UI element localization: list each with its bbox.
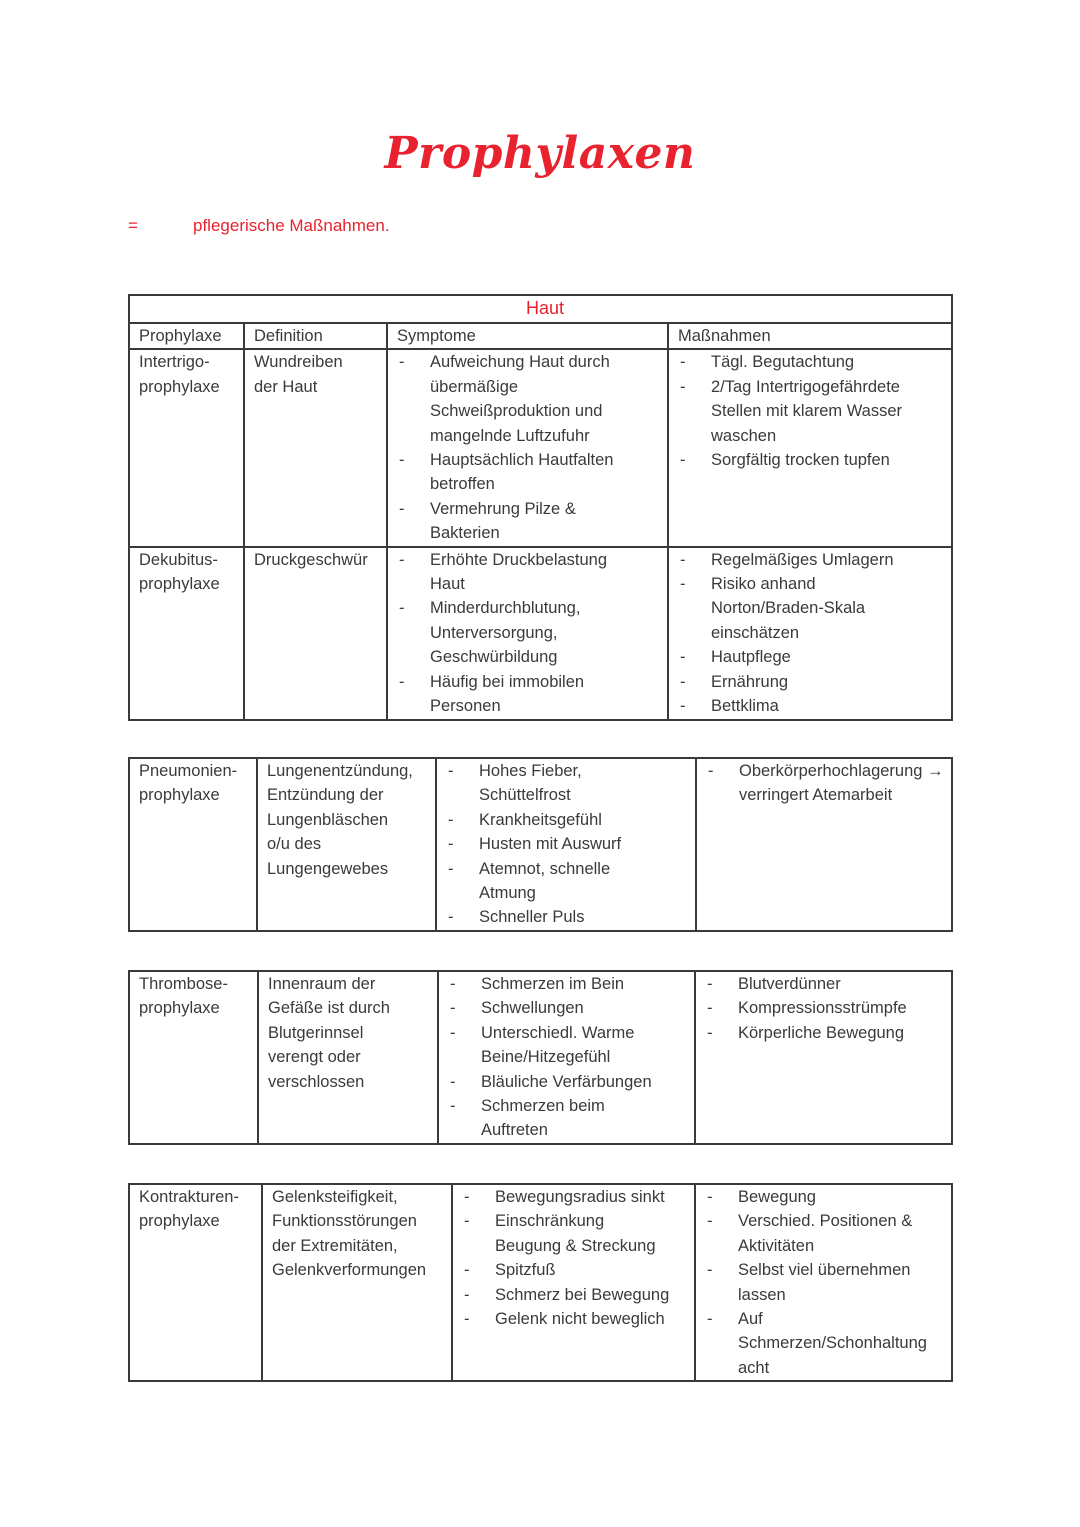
- text-line: der Extremitäten,: [272, 1236, 398, 1255]
- list-item: - Hautpflege: [678, 645, 941, 669]
- header-definition: Definition: [244, 323, 387, 349]
- list-item: - 2/Tag Intertrigogefährdete Stellen mit klarem Wasser waschen: [678, 375, 941, 448]
- table-row: [129, 1184, 952, 1381]
- list-item: - Tägl. Begutachtung: [678, 350, 941, 374]
- list-item: - Häufig bei immobilen Personen: [397, 670, 639, 719]
- text-line: verschlossen: [268, 1072, 365, 1091]
- text-line: o/u des: [267, 835, 322, 854]
- list-item: - Hohes Fieber, Schüttelfrost: [446, 759, 655, 808]
- text-line: Kontrakturen-: [139, 1188, 239, 1206]
- cell-symptome: [438, 971, 695, 1144]
- text-line: Lungenbläschen: [267, 810, 389, 829]
- list-item: - Schmerzen im Bein: [448, 972, 680, 996]
- text-line: Gelenkverformungen: [272, 1261, 427, 1280]
- text-line: Lungengewebes: [267, 859, 389, 878]
- list-item: - Atemnot, schnelle Atmung: [446, 857, 655, 906]
- table-row: [129, 547, 952, 720]
- cell-prophylaxe: [129, 1184, 262, 1381]
- text-line: prophylaxe: [139, 786, 220, 805]
- cell-massnahmen: [696, 758, 952, 931]
- text-line: der Haut: [254, 377, 318, 396]
- cell-massnahmen: [695, 971, 952, 1144]
- text-line: Wundreiben: [254, 353, 343, 372]
- list-item: - Hauptsächlich Hautfalten betroffen: [397, 448, 639, 497]
- cell-symptome: [387, 547, 668, 720]
- list-item: - Aufweichung Haut durch übermäßige Schweißproduktion und mangelnde Luftzufuhr: [397, 350, 639, 448]
- equals-sign: =: [128, 216, 138, 235]
- text-line: Innenraum der: [268, 975, 376, 993]
- table-row: [129, 349, 952, 546]
- list-item: - Auf Schmerzen/Schonhaltung acht: [705, 1307, 945, 1380]
- table-caption: Haut: [129, 295, 952, 323]
- list-item: - Erhöhte Druckbelastung Haut: [397, 548, 639, 597]
- header-symptome: Symptome: [387, 323, 668, 349]
- list-item: - Bewegung: [705, 1185, 945, 1209]
- page-subtitle: pflegerische Maßnahmen.: [193, 216, 390, 235]
- list-item: - Verschied. Positionen & Aktivitäten: [705, 1209, 945, 1258]
- list-item: - Minderdurchblutung, Unterversorgung, Geschwürbildung: [397, 596, 639, 669]
- cell-symptome: [436, 758, 696, 931]
- text-line: prophylaxe: [139, 1212, 220, 1231]
- text-line: Lungenentzündung,: [267, 762, 413, 780]
- page-title: Prophylaxen: [384, 128, 696, 179]
- table-header-row: [129, 323, 952, 349]
- header-prophylaxe: Prophylaxe: [129, 323, 244, 349]
- text-line: Thrombose-: [139, 975, 228, 993]
- thrombose-table: [128, 970, 953, 1145]
- cell-massnahmen: [695, 1184, 952, 1381]
- cell-definition: [258, 971, 438, 1144]
- header-massnahmen: Maßnahmen: [668, 323, 952, 349]
- text-line: prophylaxe: [139, 575, 220, 594]
- list-item: - Blutverdünner: [705, 972, 945, 996]
- list-item: - Unterschiedl. Warme Beine/Hitzegefühl: [448, 1021, 680, 1070]
- text-line: prophylaxe: [139, 377, 220, 396]
- list-item: - Regelmäßiges Umlagern: [678, 548, 941, 572]
- text-line: Entzündung der: [267, 786, 384, 805]
- list-item: - Sorgfältig trocken tupfen: [678, 448, 941, 472]
- cell-definition: [257, 758, 436, 931]
- text-line: Gefäße ist durch: [268, 999, 390, 1018]
- table-row: [129, 971, 952, 1144]
- cell-prophylaxe: [129, 547, 244, 720]
- text-line: Blutgerinnsel: [268, 1023, 364, 1042]
- list-item: - Kompressionsstrümpfe: [705, 996, 945, 1020]
- list-item: - Selbst viel übernehmen lassen: [705, 1258, 945, 1307]
- list-item: - Einschränkung Beugung & Streckung: [462, 1209, 690, 1258]
- text-line: Dekubitus-: [139, 550, 218, 569]
- cell-prophylaxe: [129, 971, 258, 1144]
- cell-definition: [244, 547, 387, 720]
- list-item: - Risiko anhand Norton/Braden-Skala einschätzen: [678, 572, 941, 645]
- list-item: - Gelenk nicht beweglich: [462, 1307, 690, 1331]
- list-item: - Krankheitsgefühl: [446, 808, 655, 832]
- list-item: - Schmerzen beim Auftreten: [448, 1094, 680, 1143]
- cell-symptome: [452, 1184, 695, 1381]
- list-item: - Schmerz bei Bewegung: [462, 1283, 690, 1307]
- kontraktur-table: [128, 1183, 953, 1382]
- text-line: prophylaxe: [139, 999, 220, 1018]
- text-line: Funktionsstörungen: [272, 1212, 417, 1231]
- text-line: Gelenksteifigkeit,: [272, 1188, 398, 1206]
- list-item: - Körperliche Bewegung: [705, 1021, 945, 1045]
- cell-prophylaxe: [129, 349, 244, 546]
- table-row: [129, 758, 952, 931]
- list-item: - Vermehrung Pilze & Bakterien: [397, 497, 639, 546]
- list-item: - Ernährung: [678, 670, 941, 694]
- text-line: Pneumonien-: [139, 762, 238, 780]
- cell-massnahmen: [668, 547, 952, 720]
- text-line: verengt oder: [268, 1048, 361, 1067]
- list-item: - Schwellungen: [448, 996, 680, 1020]
- list-item: - Schneller Puls: [446, 905, 655, 929]
- list-item: - Bewegungsradius sinkt: [462, 1185, 690, 1209]
- haut-table: [128, 294, 953, 721]
- cell-prophylaxe: [129, 758, 257, 931]
- list-item: - Husten mit Auswurf: [446, 832, 655, 856]
- cell-definition: [244, 349, 387, 546]
- list-item: - Spitzfuß: [462, 1258, 690, 1282]
- list-item: - Bettklima: [678, 694, 941, 718]
- text-line: Druckgeschwür: [254, 550, 368, 569]
- pneumonie-table: [128, 757, 953, 932]
- list-item: - Bläuliche Verfärbungen: [448, 1070, 680, 1094]
- cell-symptome: [387, 349, 668, 546]
- cell-massnahmen: [668, 349, 952, 546]
- list-item: - Oberkörperhochlagerung → verringert Atemarbeit: [706, 759, 945, 808]
- cell-definition: [262, 1184, 452, 1381]
- text-line: Intertrigo-: [139, 353, 210, 372]
